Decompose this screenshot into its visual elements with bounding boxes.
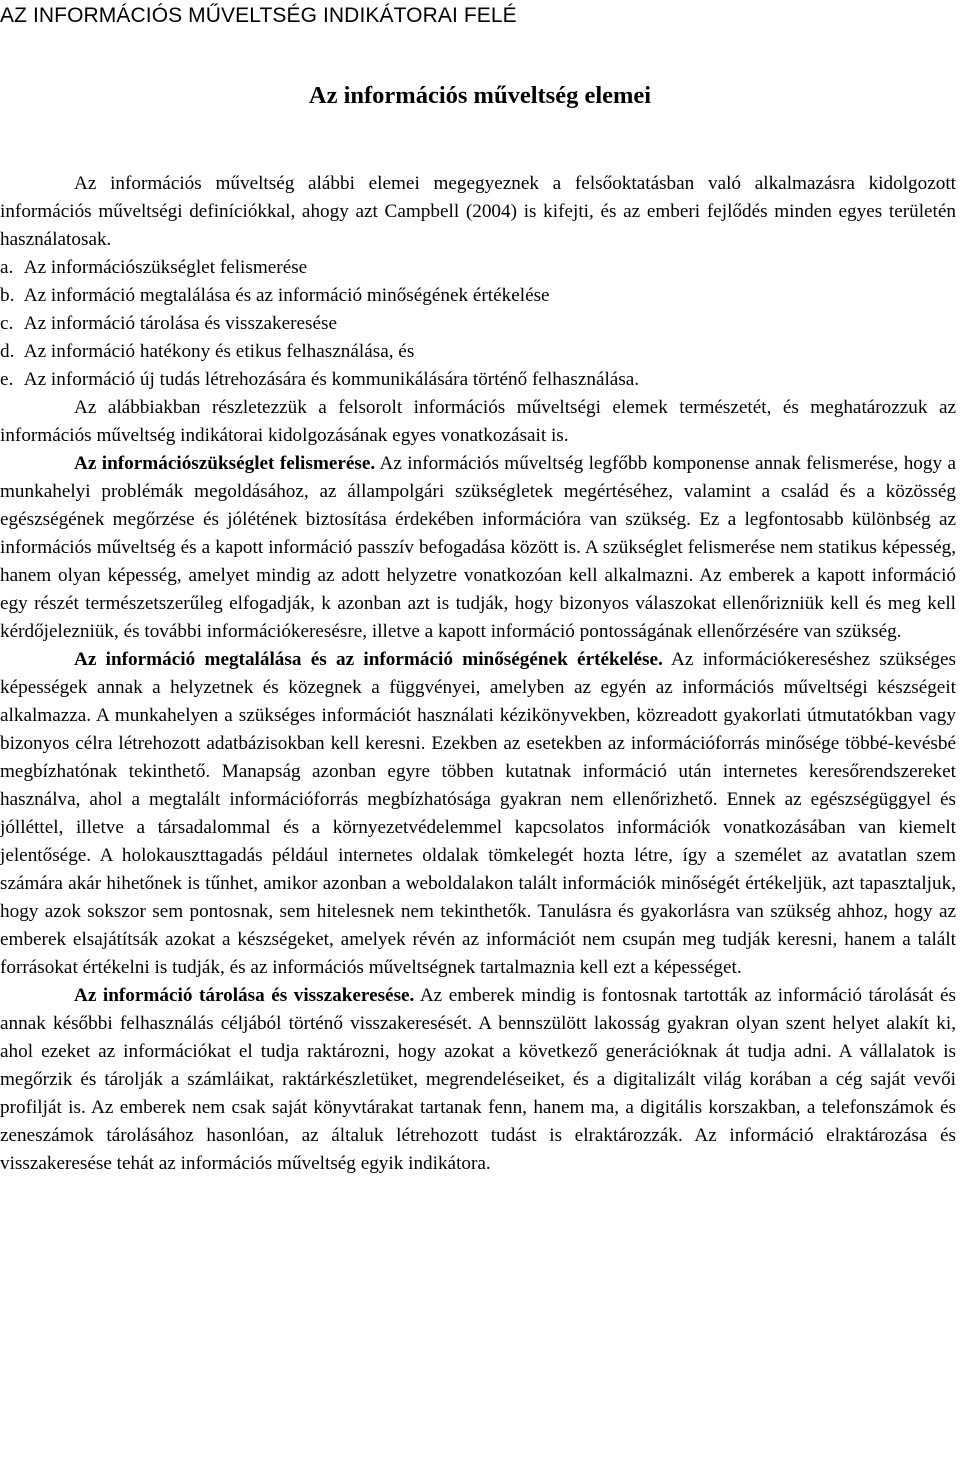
intro-paragraph: Az információs műveltség alábbi elemei megegyeznek a felsőoktatásban való alkalmazásra kidolgozott információs műveltségi definíciókkal, ahogy azt Campbell (2004) is kifejti, és az emberi fejlődés minden egyes területén használatosak. [0,173,956,250]
list-item-text: Az információszükséglet felismerése [23,257,308,278]
list-item-e [0,366,956,394]
summary-paragraph: Az alábbiakban részletezzük a felsorolt információs műveltségi elemek természetét, és meghatározzuk az információs műveltség indikátorai kidolgozásának egyes vonatkozásait is. [0,397,956,446]
section-text: Az emberek mindig is fontosnak tartották az információ tárolását és annak későbbi felhasználás céljából történő visszakeresését. A bennszülött lakosság gyakran olyan szent helyet alakít ki, ahol ezeket az információkat el tudja raktározni, hogy azokat a következő generációknak át tudja adni. A vállalatok is megőrzik és tárolják a számláikat, raktárkészletüket, megrendeléseiket, és a digitalizált világ korában a cég saját vevői profilját is. Az emberek nem csak saját könyvtárakat tartanak fenn, hanem ma, a digitális korszakban, a telefonszámok és zeneszámok tárolásához hasonlóan, az általuk létrehozott tudást is elraktározzák. Az információ elraktározása és visszakeresése tehát az információs műveltség egyik indikátora. [0,985,956,1174]
list-item-text: Az információ hatékony és etikus felhasználása, és [23,341,415,362]
list-marker: d. [0,341,15,362]
section-finding-evaluating [0,646,956,982]
body-text [0,170,956,1178]
section-text: Az információs műveltség legfőbb komponense annak felismerése, hogy a munkahelyi problémák megoldásához, az állampolgári szükségletek megértéséhez, valamint a család és a közösség egészségének megőrzése és jólétének biztosítása érdekében információra van szükség. Ez a legfontosabb különbség az információs műveltség és a kapott információ passzív befogadása között is. A szükséglet felismerése nem statikus képesség, hanem olyan képesség, amelyet mindig az adott helyzetre vonatkozóan kell alkalmazni. Az emberek a kapott információ egy részét természetszerűleg elfogadják, k azonban azt is tudják, hogy bizonyos válaszokat ellenőrizniük kell és meg kell kérdőjelezniük, és további információkeresésre, illetve a kapott információ pontosságának ellenőrzésére van szükség. [0,453,956,642]
section-title: Az információs műveltség elemei [308,82,652,109]
section-need-recognition [0,450,956,646]
list-marker: e. [0,369,14,390]
running-header: AZ INFORMÁCIÓS MŰVELTSÉG INDIKÁTORAI FELÉ [0,4,517,27]
section-storage-retrieval [0,982,956,1178]
list-item-text: Az információ megtalálása és az információ minőségének értékelése [23,285,550,306]
section-heading: Az információ tárolása és visszakeresése. [74,985,415,1006]
section-heading: Az információ megtalálása és az információ minőségének értékelése. [74,649,663,670]
section-heading: Az információszükséglet felismerése. [74,453,376,474]
elements-list [0,254,956,394]
list-item-text: Az információ új tudás létrehozására és kommunikálására történő felhasználása. [23,369,640,390]
list-item-text: Az információ tárolása és visszakeresése [23,313,338,334]
list-item-c [0,310,956,338]
list-marker: c. [0,313,14,334]
list-item-d [0,338,956,366]
list-marker: b. [0,285,15,306]
section-text: Az információkereséshez szükséges képességek annak a helyzetnek és közegnek a függvényei, amelyben az egyén az információs műveltségi készségeit alkalmazza. A munkahelyen a szükséges információt használati kézikönyvekben, közreadott gyakorlati útmutatókban vagy bizonyos célra létrehozott adatbázisokban kell keresni. Ezekben az esetekben az információforrás minősége többé-kevésbé megbízhatónak tekinthető. Manapság azonban egyre többen kutatnak információ után internetes keresőrendszereket használva, ahol a megtalált információforrás megbízhatósága gyakran nem ellenőrizhető. Ennek az egészségüggyel és jólléttel, illetve a társadalommal és a környezetvédelemmel kapcsolatos információk vonatkozásában van kiemelt jelentősége. A holokauszttagadás például internetes oldalak tömkelegét hozta létre, így a személet az avatatlan szem számára akár hihetőnek is tűnhet, amikor azonban a weboldalakon talált információk minőségét értékeljük, azt tapasztaljuk, hogy azok sokszor sem pontosnak, sem hitelesnek nem tekinthetők. Tanulásra és gyakorlásra van szükség ahhoz, hogy az emberek elsajátítsák azokat a készségeket, amelyek révén az információt nem csupán meg tudják keresni, hanem a talált forrásokat értékelni is tudják, és az információs műveltségnek tartalmaznia kell ezt a képességet. [0,649,956,978]
list-item-b [0,282,956,310]
list-marker: a. [0,257,14,278]
list-item-a [0,254,956,282]
